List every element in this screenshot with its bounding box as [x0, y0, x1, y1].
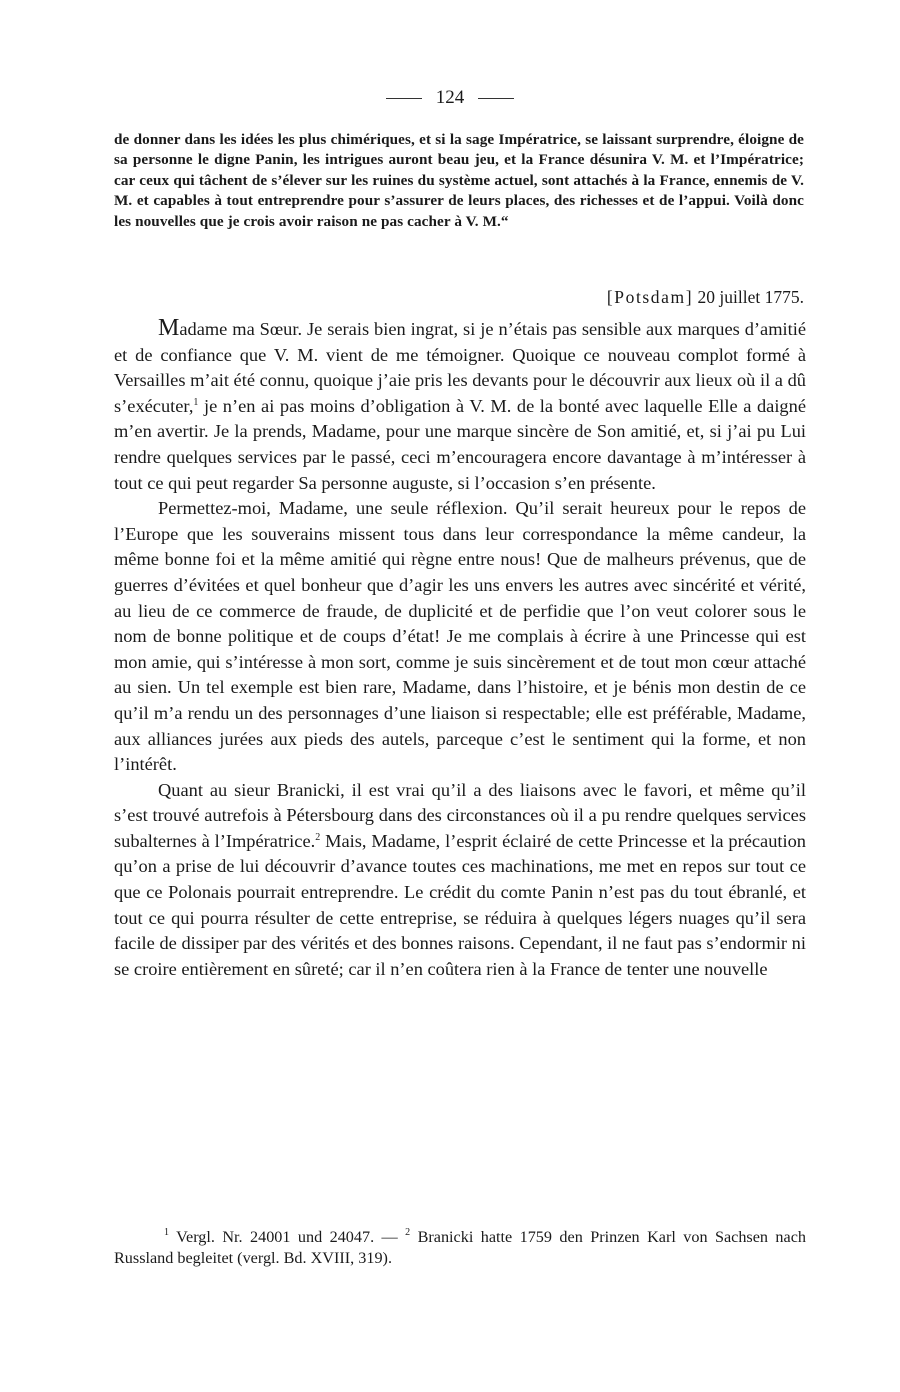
- letter-paragraph-3-text-b: Mais, Madame, l’esprit éclairé de cette Princesse et la précaution qu’on a prise de lui découvrir d’avance toutes ces machinations, me met en repos sur tout ce que ce Polonais pourrait entreprendre. Le crédit du comte Panin n’est pas du tout ébranlé, et tout ce qui pourra résulter de cette entreprise, se réduira à quelques légers nuages qu’il sera facile de dissiper par des vérités et des bonnes raisons. Cependant, il ne faut pas s’endormir ni se croire entièrement en sûreté; car il n’en coûtera rien à la France de tenter une nouvelle: [114, 830, 806, 979]
- letter-paragraph-1-text-a: adame ma Sœur. Je serais bien ingrat, si je n’étais pas sensible aux marques d’amitié et de confiance que V. M. vient de me témoigner. Quoique ce nouveau complot formé à Versailles m’ait été connu, quoique j’aie pris les devants pour le découvrir aux lieux où il a dû s’exécuter,: [114, 319, 806, 416]
- dateline-place: [Potsdam]: [606, 287, 694, 307]
- letter-paragraph-2: [114, 496, 806, 778]
- letter-body: [114, 316, 806, 982]
- header-dash-left: [386, 98, 422, 99]
- letter-paragraph-3-text-a: Quant au sieur Branicki, il est vrai qu’il a des liaisons avec le favori, et même qu’il s’est trouvé autrefois à Pétersbourg dans des circonstances où il a pu rendre quelques services subalternes à l’Impératrice.: [114, 779, 806, 851]
- header-dash-right: [478, 98, 514, 99]
- letter-dateline: [607, 286, 804, 308]
- footnote-marker-2: 2: [405, 1227, 411, 1238]
- footnote-line: [114, 1227, 806, 1269]
- letter-paragraph-2-text: Permettez-moi, Madame, une seule réflexion. Qu’il serait heureux pour le repos de l’Europe que les souverains missent tous dans leur correspondance la même candeur, la même bonne foi et la même amitié qui règne entre nous! Que de malheurs prévenus, que de guerres d’évitées et quel bonheur que d’agir les uns envers les autres avec sincérité et vérité, au lieu de ce commerce de fraude, de duplicité et de perfidie que l’on veut colorer sous le nom de bonne politique et de coups d’état! Je me complais à écrire à une Princesse qui est mon amie, qui s’intéresse à mon sort, comme je suis sincèrement et de tout mon cœur attaché au sien. Un tel exemple est bien rare, Madame, dans l’histoire, et je bénis mon destin de ce qu’il m’a rendu un des personnages d’une liaison si respectable; elle est préférable, Madame, aux alliances jurées aux pieds des autels, parceque c’est le sentiment qui la forme, et non l’intérêt.: [114, 498, 806, 775]
- quoted-passage-text: de donner dans les idées les plus chimériques, et si la sage Impératrice, se laissant surprendre, éloigne de sa personne le digne Panin, les intrigues auront beau jeu, et la France désunira V. M. et l’Impératrice; car ceux qui tâchent de s’élever sur les ruines du système actuel, sont attachés à la France, ennemis de V. M. et capables à tout entreprendre pour s’assurer de leurs places, des richesses et de l’appui. Voilà donc les nouvelles que je crois avoir raison ne pas cacher à V. M.“: [114, 131, 804, 230]
- letter-paragraph-3: [114, 778, 806, 983]
- footnote-2-text: Branicki hatte 1759 den Prinzen Karl von Sachsen nach Russland begleitet (vergl. Bd. XVIII, 319).: [114, 1228, 806, 1267]
- letter-paragraph-1-text-b: je n’en ai pas moins d’obligation à V. M. de la bonté avec laquelle Elle a daigné m’en avertir. Je la prends, Madame, pour une marque sincère de Son amitié, et, si j’ai pu Lui rendre quelques services par le passé, ceci m’encouragera encore davantage à m’intéresser à tout ce qui peut regarder Sa personne auguste, si l’occasion s’en présente.: [114, 395, 806, 493]
- dateline-date: 20 juillet 1775.: [697, 287, 804, 307]
- initial-capital: M: [158, 315, 180, 341]
- footnote-1-text: Vergl. Nr. 24001 und 24047. —: [169, 1228, 406, 1246]
- page-number: 124: [435, 87, 465, 108]
- quoted-passage: [114, 130, 804, 232]
- letter-paragraph-1: [114, 316, 806, 496]
- page-header: [0, 86, 900, 110]
- footnote-ref-2: 2: [315, 831, 321, 843]
- footnote-marker-1: 1: [164, 1227, 169, 1238]
- footnotes: [114, 1227, 806, 1269]
- footnote-ref-1: 1: [193, 396, 199, 408]
